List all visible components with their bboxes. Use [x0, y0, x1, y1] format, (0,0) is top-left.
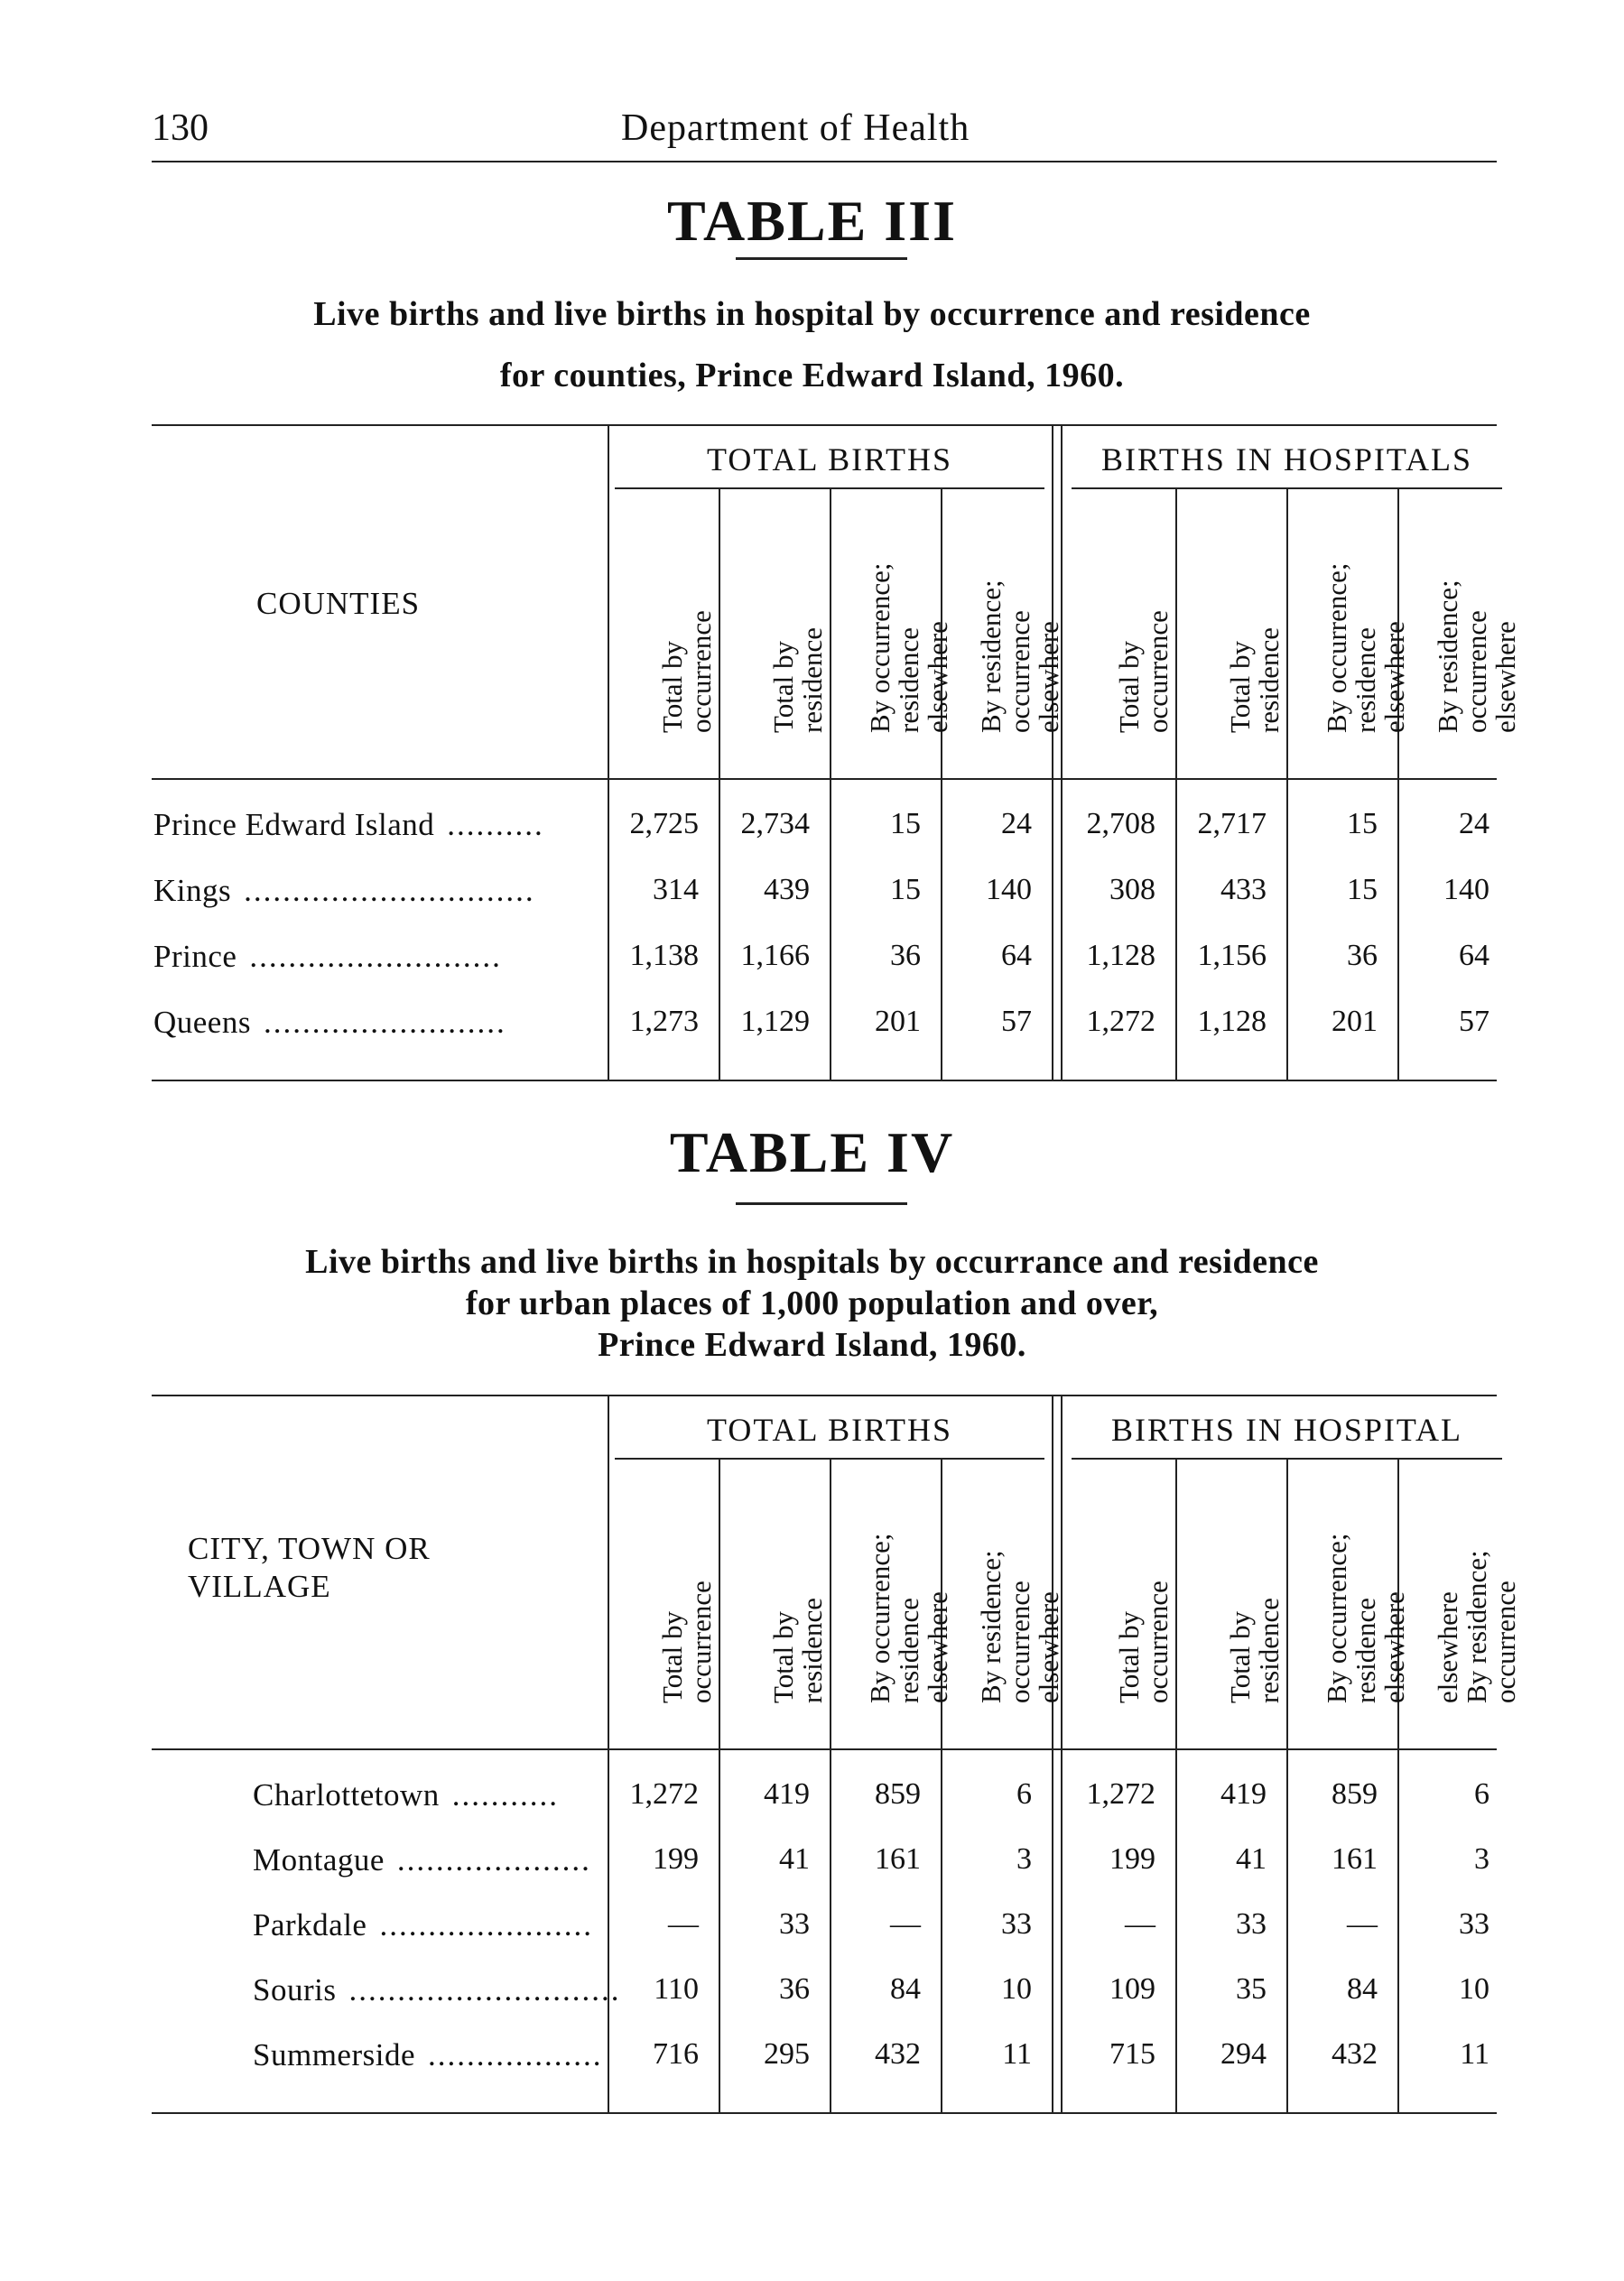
group-header: TOTAL BIRTHS	[707, 441, 952, 478]
table-cell: 161	[1332, 1842, 1378, 1876]
column-heading-text: occurrence	[1003, 1581, 1035, 1703]
table-cell: 36	[890, 939, 921, 972]
row-label	[253, 1907, 593, 1943]
group-double-rule	[1052, 424, 1053, 1080]
table-cell: 15	[890, 873, 921, 906]
table-cell: 201	[1332, 1005, 1378, 1038]
table-cell: 715	[1109, 2037, 1155, 2071]
table-cell: 433	[1220, 873, 1267, 906]
table-top-rule	[152, 1395, 1497, 1396]
row-label-text: Prince Edward Island	[153, 807, 435, 842]
table-cell: 2,717	[1197, 807, 1267, 840]
table-cell: 15	[1347, 873, 1378, 906]
table-cell: 57	[1459, 1005, 1489, 1038]
caption-line: Prince Edward Island, 1960.	[598, 1326, 1026, 1364]
table-cell: 419	[764, 1777, 810, 1811]
table-cell: 140	[1443, 873, 1489, 906]
table-cell: 24	[1001, 807, 1032, 840]
table-cell: 36	[779, 1972, 810, 2006]
table-cell: 308	[1109, 873, 1155, 906]
column-heading	[1064, 487, 1175, 778]
column-heading-text: By residence;	[974, 1550, 1007, 1703]
table-cell: 859	[1332, 1777, 1378, 1811]
table-cell: 33	[1459, 1907, 1489, 1941]
table-cell: —	[668, 1907, 699, 1941]
column-heading	[1286, 1458, 1410, 1748]
row-label-text: Queens	[153, 1005, 251, 1040]
table-cell: 41	[1236, 1842, 1267, 1876]
table-cell: 110	[654, 1972, 699, 2006]
table-iii-title: TABLE III	[667, 189, 957, 253]
group-header: BIRTHS IN HOSPITALS	[1101, 441, 1472, 478]
column-heading-text: elsewhere	[921, 1591, 953, 1703]
table-cell: 1,128	[1197, 1005, 1267, 1038]
group-header: TOTAL BIRTHS	[707, 1412, 952, 1448]
column-heading-text: occurrence	[1141, 1581, 1174, 1703]
row-label	[253, 1842, 591, 1878]
table-cell: 10	[1001, 1972, 1032, 2006]
table-cell: 84	[890, 1972, 921, 2006]
row-label-leader: ..................	[427, 2037, 603, 2072]
stub-heading-line: COUNTIES	[256, 586, 421, 621]
table-cell: —	[890, 1907, 921, 1941]
row-label	[253, 1777, 559, 1813]
title-rule	[736, 1202, 907, 1205]
column-heading-text: elsewhere	[1378, 621, 1410, 733]
table-cell: 11	[1460, 2037, 1489, 2071]
group-double-rule	[1061, 1395, 1063, 2112]
table-cell: 716	[653, 2037, 699, 2071]
stub-heading-line: CITY, TOWN OR	[188, 1531, 431, 1566]
column-heading	[1397, 1458, 1521, 1748]
column-heading-text: elsewhere	[921, 621, 953, 733]
page-header	[152, 107, 1497, 162]
table-cell: 41	[779, 1842, 810, 1876]
table-cell: 15	[890, 807, 921, 840]
table-iii-caption	[0, 293, 1624, 396]
group-double-rule	[1061, 424, 1063, 1080]
table-cell: 3	[1474, 1842, 1489, 1876]
column-heading	[719, 487, 830, 778]
column-heading	[608, 1458, 719, 1748]
row-label-text: Montague	[253, 1842, 385, 1878]
table-cell: 199	[653, 1842, 699, 1876]
table-iii	[152, 424, 1521, 1083]
group-header: BIRTHS IN HOSPITAL	[1111, 1412, 1462, 1448]
column-heading	[1397, 487, 1521, 778]
row-label-leader: ............................	[348, 1972, 621, 2007]
column-heading-text: Total by	[1223, 640, 1256, 733]
row-label-leader: ..............................	[244, 873, 535, 908]
header-bottom-rule	[152, 778, 1497, 780]
column-heading-text: occurrence	[1461, 610, 1492, 733]
table-cell: 161	[875, 1842, 921, 1876]
row-label-leader: ...........	[451, 1777, 559, 1813]
column-heading	[1175, 1458, 1286, 1748]
column-heading	[830, 487, 953, 778]
column-heading-text: residence	[1252, 1597, 1285, 1703]
row-label-text: Prince	[153, 939, 237, 974]
table-cell: 24	[1459, 807, 1489, 840]
table-cell: 419	[1220, 1777, 1267, 1811]
row-label	[253, 1972, 620, 2008]
table-iv-title: TABLE IV	[669, 1120, 955, 1184]
column-heading-text: Total by	[1112, 640, 1145, 733]
column-heading-text: residence	[795, 626, 828, 733]
table-cell: 3	[1016, 1842, 1032, 1876]
column-heading	[608, 487, 719, 778]
table-cell: 2,708	[1086, 807, 1155, 840]
column-heading	[1175, 487, 1286, 778]
column-heading-text: occurrence	[684, 1581, 717, 1703]
table-cell: 10	[1459, 1972, 1489, 2006]
table-cell: 140	[986, 873, 1032, 906]
column-heading-text: residence	[1252, 626, 1285, 733]
table-cell: 35	[1236, 1972, 1267, 2006]
column-heading-text: By occurrence;	[1320, 562, 1352, 733]
table-cell: 432	[1332, 2037, 1378, 2071]
column-heading-text: occurrence	[1141, 610, 1174, 733]
caption-line: for counties, Prince Edward Island, 1960.	[499, 357, 1125, 394]
table-cell: 199	[1109, 1842, 1155, 1876]
row-label-leader: ....................	[396, 1842, 591, 1878]
column-heading-text: elsewhere	[1432, 1591, 1463, 1703]
row-label-leader: ..........	[447, 807, 544, 842]
table-cell: 1,272	[1086, 1777, 1155, 1811]
column-heading-text: Total by	[655, 640, 688, 733]
table-cell: 15	[1347, 807, 1378, 840]
table-cell: 64	[1459, 939, 1489, 972]
column-heading-text: By occurrence;	[1320, 1533, 1352, 1703]
caption-line: for urban places of 1,000 population and over,	[465, 1284, 1159, 1322]
table-cell: 1,128	[1086, 939, 1155, 972]
caption-line: Live births and live births in hospital by occurrence and residence	[313, 295, 1311, 333]
department-name: Department of Health	[621, 107, 970, 149]
table-cell: 859	[875, 1777, 921, 1811]
row-label-text: Summerside	[253, 2037, 415, 2072]
table-cell: 1,129	[740, 1005, 810, 1038]
table-cell: 84	[1347, 1972, 1378, 2006]
table-bottom-rule	[152, 2112, 1497, 2114]
table-bottom-rule	[152, 1080, 1497, 1081]
table-cell: 1,138	[629, 939, 699, 972]
row-label	[153, 1005, 506, 1041]
table-cell: 109	[1109, 1972, 1155, 2006]
column-heading-text: By residence;	[1461, 1550, 1492, 1703]
table-cell: 1,273	[629, 1005, 699, 1038]
table-cell: 1,166	[740, 939, 810, 972]
row-label-text: Kings	[153, 873, 232, 908]
column-heading-text: residence	[1349, 626, 1381, 733]
table-cell: 294	[1220, 2037, 1267, 2071]
group-double-rule	[1052, 1395, 1053, 2112]
table-cell: 33	[1236, 1907, 1267, 1941]
row-label-leader: .........................	[263, 1005, 506, 1040]
stub-heading-line: VILLAGE	[188, 1569, 331, 1604]
table-cell: 33	[779, 1907, 810, 1941]
table-cell: 57	[1001, 1005, 1032, 1038]
stub-heading	[256, 585, 420, 623]
column-heading	[941, 487, 1064, 778]
column-heading-text: occurrence	[1489, 1581, 1521, 1703]
column-heading-text: Total by	[766, 640, 799, 733]
table-cell: —	[1347, 1907, 1378, 1941]
table-cell: —	[1125, 1907, 1155, 1941]
column-heading-text: Total by	[1223, 1610, 1256, 1703]
column-heading-text: By residence;	[974, 580, 1007, 733]
table-cell: 201	[875, 1005, 921, 1038]
stub-heading	[188, 1530, 431, 1606]
column-heading-text: elsewhere	[1489, 621, 1521, 733]
row-label-text: Charlottetown	[253, 1777, 440, 1813]
row-label-leader: ......................	[379, 1907, 593, 1943]
column-heading-text: By occurrence;	[863, 1533, 896, 1703]
table-cell: 439	[764, 873, 810, 906]
column-heading	[830, 1458, 953, 1748]
column-heading	[719, 1458, 830, 1748]
table-cell: 6	[1016, 1777, 1032, 1811]
row-label-text: Parkdale	[253, 1907, 367, 1943]
row-label	[153, 807, 544, 843]
row-label-leader: ..........................	[249, 939, 502, 974]
table-iv-caption	[0, 1241, 1624, 1366]
table-cell: 6	[1474, 1777, 1489, 1811]
page-number: 130	[152, 107, 209, 149]
table-cell: 36	[1347, 939, 1378, 972]
table-iv	[152, 1395, 1521, 2117]
row-label	[153, 939, 502, 975]
column-heading-text: By occurrence;	[863, 562, 896, 733]
column-heading-text: Total by	[1112, 1610, 1145, 1703]
table-cell: 314	[653, 873, 699, 906]
column-heading-text: residence	[892, 626, 924, 733]
caption-line: Live births and live births in hospitals by occurrance and residence	[305, 1243, 1319, 1281]
table-cell: 1,272	[629, 1777, 699, 1811]
table-cell: 1,156	[1197, 939, 1267, 972]
column-heading-text: residence	[795, 1597, 828, 1703]
table-cell: 2,734	[740, 807, 810, 840]
column-heading-text: residence	[1349, 1597, 1381, 1703]
column-heading-text: By residence;	[1432, 580, 1463, 733]
row-label	[253, 2037, 602, 2073]
table-cell: 64	[1001, 939, 1032, 972]
column-heading	[1286, 487, 1410, 778]
column-heading	[1064, 1458, 1175, 1748]
column-heading-text: Total by	[655, 1610, 688, 1703]
title-rule	[736, 257, 907, 260]
row-label	[153, 873, 535, 909]
row-label-text: Souris	[253, 1972, 337, 2007]
column-heading	[941, 1458, 1064, 1748]
table-cell: 1,272	[1086, 1005, 1155, 1038]
table-cell: 432	[875, 2037, 921, 2071]
column-heading-text: Total by	[766, 1610, 799, 1703]
header-bottom-rule	[152, 1748, 1497, 1750]
column-heading-text: elsewhere	[1032, 1591, 1064, 1703]
column-heading-text: elsewhere	[1032, 621, 1064, 733]
table-cell: 11	[1002, 2037, 1032, 2071]
column-heading-text: occurrence	[1003, 610, 1035, 733]
column-heading-text: elsewhere	[1378, 1591, 1410, 1703]
table-cell: 295	[764, 2037, 810, 2071]
table-top-rule	[152, 424, 1497, 426]
table-cell: 33	[1001, 1907, 1032, 1941]
column-heading-text: residence	[892, 1597, 924, 1703]
table-cell: 2,725	[629, 807, 699, 840]
column-heading-text: occurrence	[684, 610, 717, 733]
